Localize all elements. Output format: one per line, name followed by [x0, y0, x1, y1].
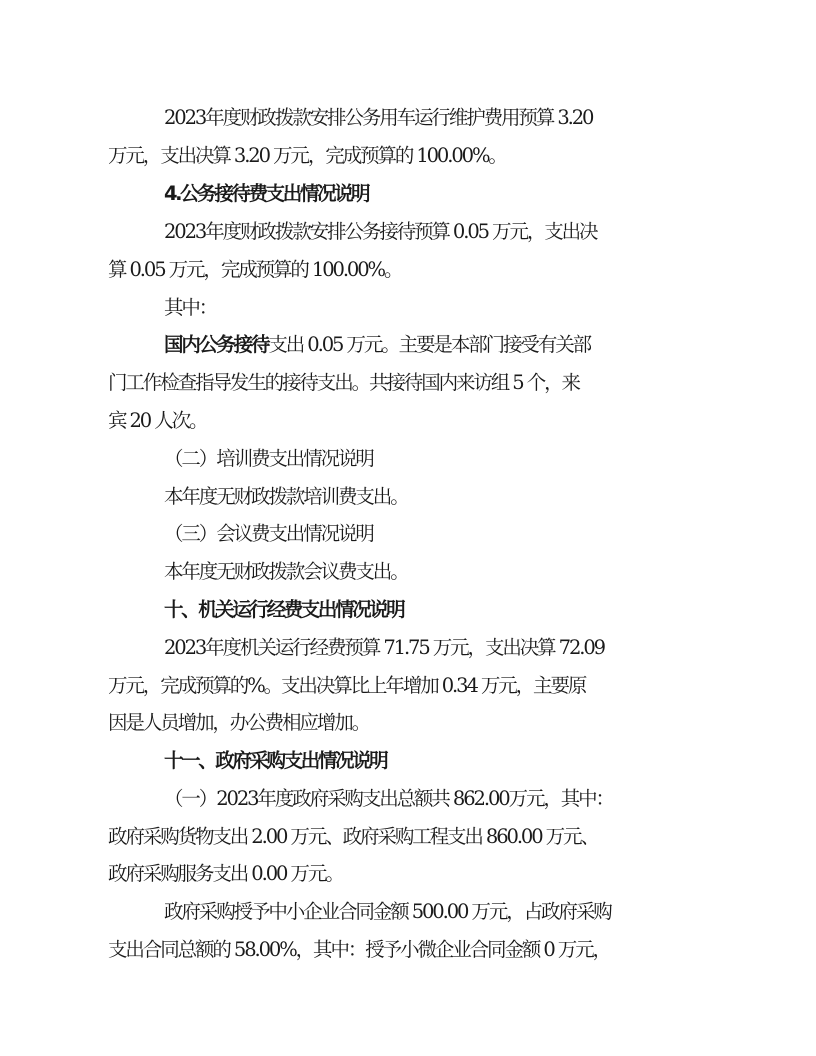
paragraph-domestic-reception-line-3: 宾 20 人次。 [108, 409, 207, 432]
subheading-meeting-expense: （三）会议费支出情况说明 [164, 522, 373, 545]
paragraph-operating-line-3: 因是人员增加，办公费相应增加。 [108, 711, 370, 734]
subheading-training-expense: （二）培训费支出情况说明 [164, 447, 373, 470]
paragraph-procurement-line-1: （一）2023年度政府采购支出总额共 862.00万元，其中： [164, 787, 613, 810]
paragraph-among-which: 其中： [164, 296, 217, 319]
section-heading-reception-expense: 4.公务接待费支出情况说明 [164, 182, 369, 205]
paragraph-domestic-reception-line-2: 门工作检查指导发生的接待支出。共接待国内来访组 5 个，来 [108, 371, 579, 394]
paragraph-domestic-reception-line-1 [0, 329, 816, 361]
paragraph-vehicle-maintenance-line-1: 2023年度财政拨款安排公务用车运行维护费用预算 3.20 [164, 106, 593, 129]
paragraph-procurement-line-2: 政府采购货物支出 2.00 万元、政府采购工程支出 860.00 万元、 [108, 825, 598, 848]
paragraph-meeting-expense: 本年度无财政拨款会议费支出。 [164, 560, 408, 583]
paragraph-procurement-line-3: 政府采购服务支出 0.00 万元。 [108, 862, 343, 885]
paragraph-operating-line-1: 2023年度机关运行经费预算 71.75 万元，支出决算 72.09 [164, 636, 604, 659]
paragraph-training-expense: 本年度无财政拨款培训费支出。 [164, 485, 408, 508]
paragraph-vehicle-maintenance-line-2: 万元，支出决算 3.20 万元，完成预算的 100.00%。 [108, 144, 506, 167]
section-heading-operating-expense: 十、机关运行经费支出情况说明 [164, 598, 404, 621]
section-heading-procurement: 十一、政府采购支出情况说明 [164, 749, 387, 772]
paragraph-sme-line-2: 支出合同总额的 58.00%，其中：授予小微企业合同金额 0 万元， [108, 938, 610, 961]
paragraph-operating-line-2: 万元，完成预算的%。支出决算比上年增加 0.34 万元，主要原 [108, 674, 586, 697]
paragraph-reception-line-2: 算 0.05 万元，完成预算的 100.00%。 [108, 258, 402, 281]
domestic-reception-text: 支出 0.05 万元。主要是本部门接受有关部 [268, 333, 591, 356]
domestic-reception-label: 国内公务接待 [164, 333, 269, 356]
paragraph-reception-line-1: 2023年度财政拨款安排公务接待预算 0.05 万元，支出决 [164, 220, 597, 243]
paragraph-sme-line-1: 政府采购授予中小企业合同金额 500.00 万元，占政府采购 [164, 900, 611, 923]
